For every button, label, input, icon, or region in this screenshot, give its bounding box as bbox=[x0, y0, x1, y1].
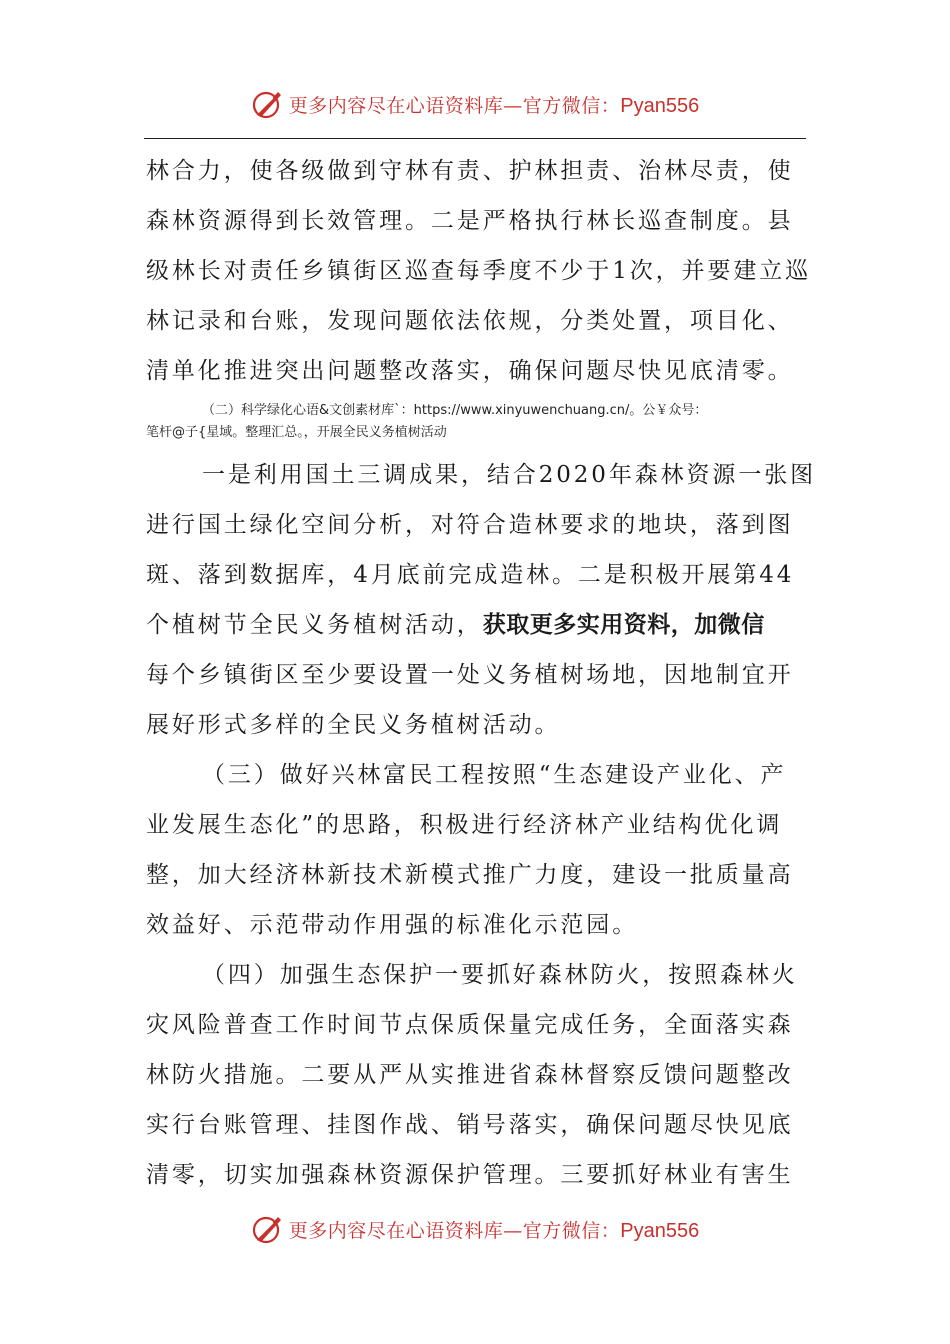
document-body bbox=[146, 146, 817, 1200]
paragraph-3: （三）做好兴林富民工程按照“生态建设产业化、产 业发展生态化”的思路，积极进行经济林产业结构优化调 整，加大经济林新技术新模式推广力度，建设一批质量高 效益好、示范带动作用强的标准化示范园。 bbox=[146, 762, 794, 938]
footer-banner-text: 更多内容尽在心语资料库—官方微信：Pyan556 bbox=[288, 1219, 700, 1242]
footer-banner bbox=[0, 1209, 950, 1249]
promo-inline-text: 获取更多实用资料，加微信 bbox=[482, 612, 765, 638]
watermark-note: （二）科学绿化心语&文创素材库`：https://www.xinyuwenchuang.cn/。公￥众号： 笔杆@子{星域。整理汇总。，开展全民义务植树活动 bbox=[146, 403, 708, 440]
header-banner bbox=[0, 84, 950, 124]
paragraph-2: 一是利用国土三调成果，结合2020年森林资源一张图 进行国土绿化空间分析，对符合造林要求的地块，落到图 斑、落到数据库，4月底前完成造林。二是积极开展第44 个植树节全民义务植树活动，获取更多实用资料，加微信 每个乡镇街区至少要设置一处义务植树场地，因地制宜开 展好形式多样的全民义务植树活动。 bbox=[146, 462, 817, 738]
paragraph-4: （四）加强生态保护一要抓好森林防火，按照森林火 灾风险普查工作时间节点保质保量完成任务，全面落实森 林防火措施。二要从严从实推进省森林督察反馈问题整改 实行台账管理、挂图作战、销号落实，确保问题尽快见底 清零，切实加强森林资源保护管理。三要抓好林业有害生 bbox=[146, 962, 798, 1188]
quill-pen-icon bbox=[251, 1212, 285, 1246]
header-rule bbox=[144, 138, 806, 139]
header-banner-text: 更多内容尽在心语资料库—官方微信：Pyan556 bbox=[288, 94, 700, 117]
paragraph-1: 林合力，使各级做到守林有责、护林担责、治林尽责，使 森林资源得到长效管理。二是严格执行林长巡查制度。县 级林长对责任乡镇街区巡查每季度不少于1次，并要建立巡 林记录和台账，发现问题依法依规，分类处置，项目化、 清单化推进突出问题整改落实，确保问题尽快见底清零。 bbox=[146, 158, 812, 384]
quill-pen-icon bbox=[251, 87, 285, 121]
